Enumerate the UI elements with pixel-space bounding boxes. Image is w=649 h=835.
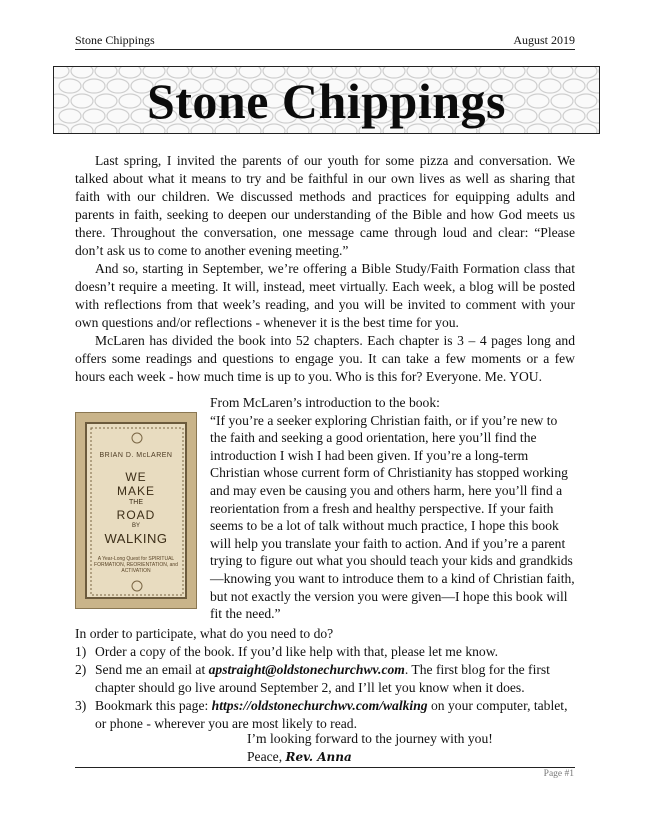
book-title-we: WE <box>125 470 147 484</box>
closing-signoff <box>247 748 577 766</box>
step-item <box>75 643 575 661</box>
footer-rule <box>75 767 575 768</box>
participation-steps <box>75 625 575 733</box>
book-cover-image <box>75 412 197 609</box>
peace-text: Peace, <box>247 749 286 764</box>
step-item <box>75 661 575 697</box>
book-title-road: ROAD <box>116 508 156 522</box>
running-header <box>75 33 575 50</box>
closing <box>247 730 577 766</box>
blog-url-link[interactable]: https://oldstonechurchwv.com/walking <box>211 698 428 713</box>
step-text: Order a copy of the book. If you’d like help with that, please let me know. <box>95 644 499 659</box>
book-cover-frame <box>85 422 187 599</box>
book-title-by: BY <box>131 523 140 529</box>
step-number: 2) <box>75 662 87 677</box>
step-number: 1) <box>75 644 87 659</box>
step-text-rest: . The first blog for the first chapter should go live around September 2, and I’ll let you know when it does. <box>95 662 550 695</box>
book-title-make: MAKE <box>116 484 155 498</box>
step-text: Bookmark this page: <box>95 698 212 713</box>
step-item <box>75 697 575 733</box>
email-link[interactable]: apstraight@oldstonechurchwv.com <box>208 662 405 677</box>
step-text: Send me an email at <box>95 662 209 677</box>
intro-paragraph-1: Last spring, I invited the parents of our youth for some pizza and conversation. We talked about what it means to try and be faithful in our own lives as well as sharing that faith with our children. We discussed methods and practices for equipping adults and parents in faith, seeking to deepen our understanding of the Bible and how God meets us there. Throughout the conversation, one message came through loud and clear: “Please don’t ask us to come to another evening meeting.” <box>75 153 575 258</box>
quote-lead: From McLaren’s introduction to the book: <box>210 395 440 410</box>
step-text-rest: on your computer, tablet, or phone - wherever you are most likely to read. <box>95 698 568 731</box>
steps-question: In order to participate, what do you need to do? <box>75 626 334 641</box>
book-title-walking: WALKING <box>104 531 168 546</box>
masthead-title: Stone Chippings <box>146 73 507 129</box>
book-quote <box>210 394 575 623</box>
step-number: 3) <box>75 698 87 713</box>
intro-paragraph-2: And so, starting in September, we’re offering a Bible Study/Faith Formation class that doesn’t require a meeting. It will, instead, meet virtually. Each week, a blog will be posted with reflections from that week’s reading, and you will be invited to comment with your own questions and/or reflections - whenever it is the best time for you. <box>75 261 575 330</box>
quote-text: “If you’re a seeker exploring Christian faith, or if you’re new to the faith and seeking a good orientation, here you’ll find the introduction I wish I had been given. If you’re a long-term Christian whose current form of Christianity has stopped working and may even be causing you and others harm, here you’ll find a reorientation from a fresh and healthy perspective. If your faith seems to be a lot of talk without much practice, I hope this book will help you translate your faith to action. And if you’re a parent trying to figure out what you should teach your kids and grandkids—knowing you want to introduce them to a kind of Christian faith, but not exactly the version you were given—I hope this book will fit the need.” <box>210 412 575 622</box>
closing-line: I’m looking forward to the journey with you! <box>247 731 493 746</box>
signature: Rev. Anna <box>285 750 352 764</box>
book-author: BRIAN D. McLAREN <box>99 452 173 459</box>
intro-paragraph-3: McLaren has divided the book into 52 chapters. Each chapter is 3 – 4 pages long and offers some readings and questions to engage you. It can take a few moments or a few hours each week - how much time is up to you. Who is this for? Everyone. Me. YOU. <box>75 333 575 384</box>
intro-text <box>75 152 575 386</box>
masthead-banner <box>53 66 600 134</box>
header-title: Stone Chippings <box>75 33 155 47</box>
book-subtitle: A Year-Long Quest for SPIRITUAL FORMATION, REORIENTATION, and ACTIVATION <box>94 556 178 574</box>
header-date: August 2019 <box>513 33 575 47</box>
book-title-the: THE <box>129 499 143 506</box>
steps-list <box>75 643 575 733</box>
page-number: Page #1 <box>543 769 574 779</box>
